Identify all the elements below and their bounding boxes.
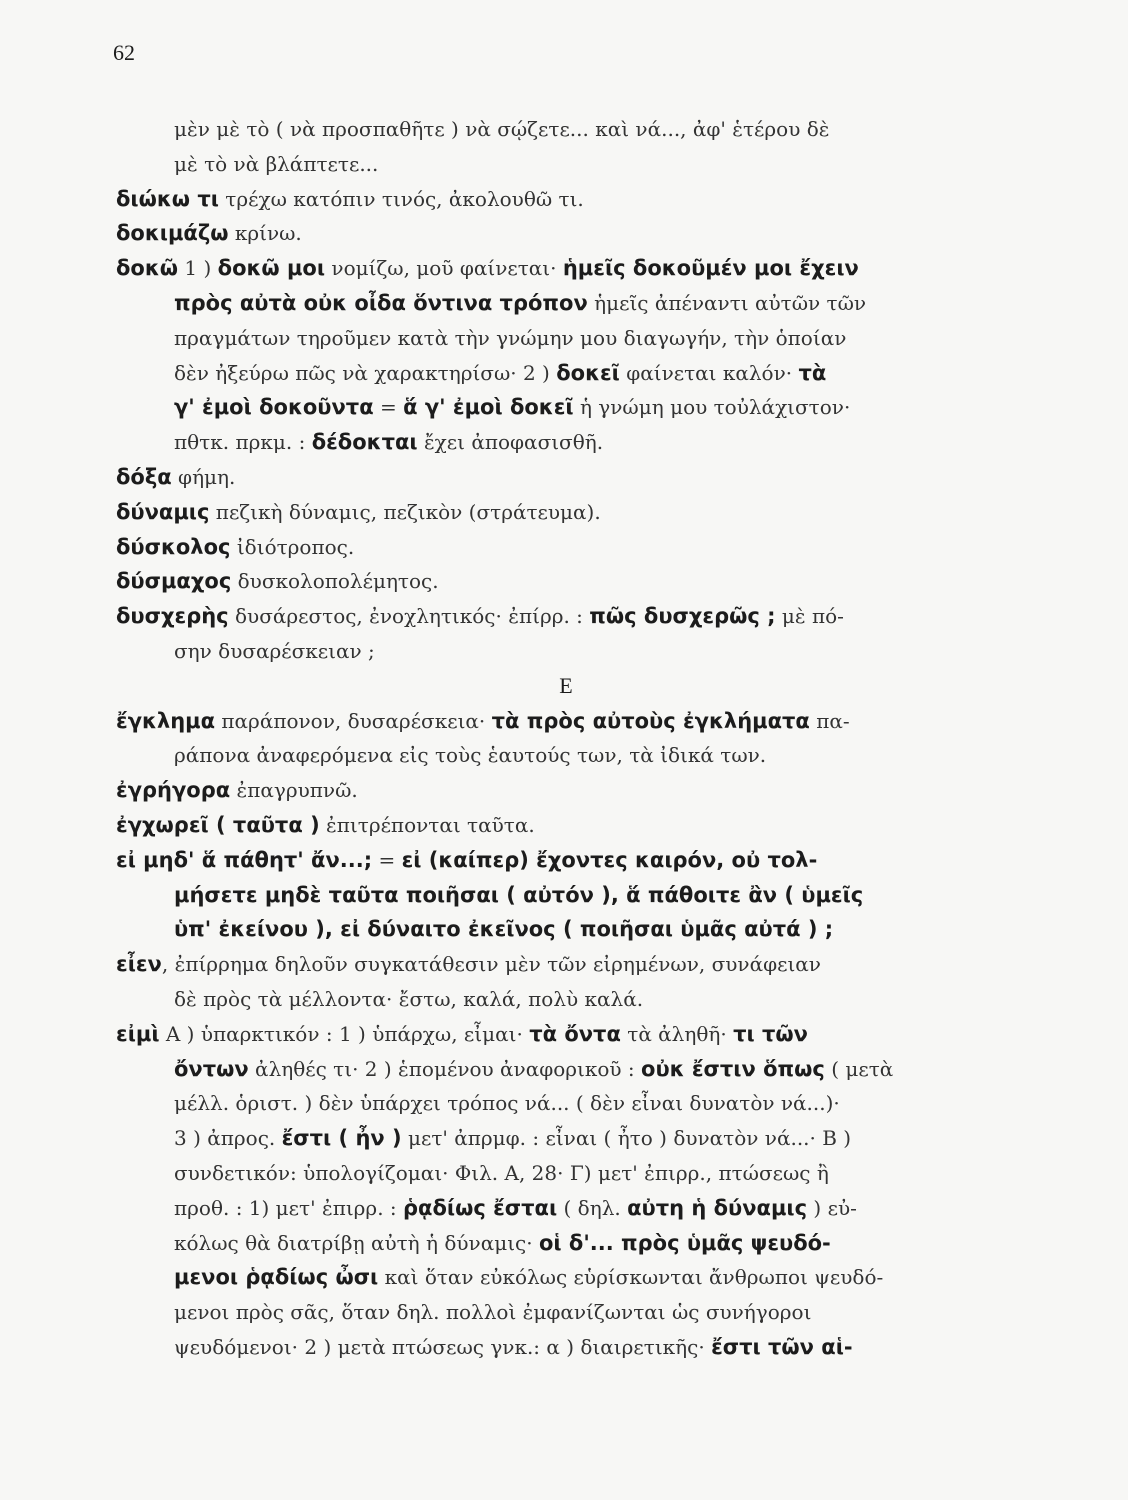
entry-headword-line xyxy=(116,704,996,739)
bold-term: δυσχερὴς xyxy=(116,604,229,629)
entry-continuation-line xyxy=(116,1226,996,1261)
entry-headword-line xyxy=(116,564,996,599)
definition-text: πραγμάτων τηροῦμεν κατὰ τὴν γνώμην μου διαγωγήν, τὴν ὁποίαν xyxy=(174,325,847,350)
bold-term: εἰ μηδ' ἅ πάθητ' ἄν...; xyxy=(116,847,373,872)
bold-term: ἡμεῖς δοκοῦμέν μοι ἔχειν xyxy=(562,256,859,281)
entry-headword-line xyxy=(116,808,996,843)
entry-continuation-line xyxy=(116,1052,996,1087)
bold-term: τὰ xyxy=(798,360,827,385)
bold-term: πρὸς αὐτὰ οὐκ οἶδα ὅντινα τρόπον xyxy=(174,290,588,315)
definition-text: μενοι πρὸς σᾶς, ὅταν δηλ. πολλοὶ ἐμφανίζωνται ὡς συνήγοροι xyxy=(174,1300,812,1325)
definition-text: δυσάρεστος, ἐνοχλητικός· ἐπίρρ. : xyxy=(228,604,590,629)
entry-headword-line xyxy=(116,843,996,878)
bold-term: ὄντων xyxy=(174,1056,249,1081)
entry-continuation-line xyxy=(116,112,996,147)
definition-text: δυσκολοπολέμητος. xyxy=(231,569,439,594)
definition-text: = xyxy=(372,847,402,872)
definition-text: νομίζω, μοῦ φαίνεται· xyxy=(325,256,563,281)
definition-text: ἡμεῖς ἀπέναντι αὐτῶν τῶν xyxy=(587,290,867,315)
section-heading: Ε xyxy=(559,672,573,698)
definition-text: 3 ) ἀπρος. xyxy=(174,1126,282,1151)
definition-text: ἀληθές τι· 2 ) ἑπομένου ἀναφορικοῦ : xyxy=(248,1056,642,1081)
bold-term: ἔστι ( ἦν ) xyxy=(281,1126,402,1151)
definition-text: μὲ πό- xyxy=(775,604,844,629)
definition-text: πα- xyxy=(809,708,850,733)
definition-text: κόλως θὰ διατρίβῃ αὐτὴ ἡ δύναμις· xyxy=(174,1230,539,1255)
definition-text: πεζικὴ δύναμις, πεζικὸν (στράτευμα). xyxy=(209,499,601,524)
bold-term: μενοι ῥᾳδίως ὦσι xyxy=(174,1265,379,1290)
bold-term: δόξα xyxy=(116,464,172,489)
bold-term: δύναμις xyxy=(116,499,210,524)
bold-term: δοκεῖ xyxy=(556,360,620,385)
definition-text: 1 ) xyxy=(178,256,218,281)
bold-term: τι τῶν xyxy=(733,1021,808,1046)
definition-text: Α ) ὑπαρκτικόν : 1 ) ὑπάρχω, εἶμαι· xyxy=(159,1021,530,1046)
bold-term: δύσκολος xyxy=(116,534,231,559)
entry-continuation-line xyxy=(116,147,996,182)
entry-headword-line xyxy=(116,495,996,530)
definition-text: , ἐπίρρημα δηλοῦν συγκατάθεσιν μὲν τῶν εἰρημένων, συνάφειαν xyxy=(161,952,821,977)
definition-text: παράπονον, δυσαρέσκεια· xyxy=(215,708,492,733)
definition-text: ἐπιτρέπονται ταῦτα. xyxy=(319,812,535,837)
bold-term: αὐτη ἡ δύναμις xyxy=(627,1195,808,1220)
definition-text: μὲν μὲ τὸ ( νὰ προσπαθῆτε ) νὰ σῴζετε... καὶ νά..., ἀφ' ἑτέρου δὲ xyxy=(174,117,830,141)
bold-term: τὰ πρὸς αὐτοὺς ἐγκλήματα xyxy=(491,708,810,733)
definition-text: ( μετὰ xyxy=(824,1056,894,1081)
entry-continuation-line xyxy=(116,321,996,356)
entry-continuation-line xyxy=(116,912,996,947)
entry-headword-line xyxy=(116,182,996,217)
bold-term: ἅ γ' ἐμοὶ δοκεῖ xyxy=(403,395,574,420)
definition-text: τρέχω κατόπιν τινός, ἀκολουθῶ τι. xyxy=(218,186,584,211)
bold-term: εἶεν xyxy=(116,952,162,977)
definition-text: μέλλ. ὁριστ. ) δὲν ὑπάρχει τρόπος νά... ( δὲν εἶναι δυνατὸν νά...)· xyxy=(174,1091,840,1116)
entry-headword-line xyxy=(116,947,996,982)
definition-text: μὲ τὸ νὰ βλάπτετε... xyxy=(174,151,379,176)
definition-text: κρίνω. xyxy=(228,221,302,246)
entry-continuation-line xyxy=(116,738,996,773)
entry-continuation-line xyxy=(116,1330,996,1365)
definition-text: ψευδόμενοι· 2 ) μετὰ πτώσεως γνκ.: α ) διαιρετικῆς· xyxy=(174,1334,712,1359)
entry-headword-line xyxy=(116,530,996,565)
definition-text: φαίνεται καλόν· xyxy=(619,360,799,385)
definition-text: ) εὐ- xyxy=(807,1195,857,1220)
entry-continuation-line xyxy=(116,425,996,460)
entry-continuation-line xyxy=(116,390,996,425)
definition-text: ἡ γνώμη μου τοὐλάχιστον· xyxy=(573,395,851,420)
entry-headword-line xyxy=(116,1017,996,1052)
entry-headword-line xyxy=(116,460,996,495)
definition-text: τὰ ἀληθῆ· xyxy=(620,1021,734,1046)
definition-text: ράπονα ἀναφερόμενα εἰς τοὺς ἑαυτούς των, τὰ ἰδικά των. xyxy=(174,743,767,768)
entry-continuation-line xyxy=(116,356,996,391)
bold-term: δοκιμάζω xyxy=(116,221,229,246)
entry-headword-line xyxy=(116,216,996,251)
entry-headword-line xyxy=(116,773,996,808)
definition-text: ἰδιότροπος. xyxy=(230,534,355,559)
entry-continuation-line xyxy=(116,634,996,669)
bold-term: οἱ δ'... πρὸς ὑμᾶς ψευδό- xyxy=(538,1230,831,1255)
definition-text: ( δηλ. xyxy=(557,1195,628,1220)
definition-text: πθτκ. πρκμ. : xyxy=(174,430,312,455)
definition-text: προθ. : 1) μετ' ἐπιρρ. : xyxy=(174,1195,404,1220)
bold-term: διώκω τι xyxy=(116,186,219,211)
bold-term: ῥᾳδίως ἔσται xyxy=(403,1195,558,1220)
bold-term: πῶς δυσχερῶς ; xyxy=(589,604,776,629)
definition-text: καὶ ὅταν εὐκόλως εὑρίσκωνται ἄνθρωποι ψευδό- xyxy=(378,1265,884,1290)
bold-term: ἐγχωρεῖ ( ταῦτα ) xyxy=(116,812,320,837)
dictionary-text xyxy=(116,112,996,1365)
bold-term: εἰ (καίπερ) ἔχοντες καιρόν, οὐ τολ- xyxy=(401,847,818,872)
entry-continuation-line xyxy=(116,878,996,913)
entry-continuation-line xyxy=(116,1191,996,1226)
bold-term: δοκῶ μοι xyxy=(217,256,326,281)
bold-term: εἰμὶ xyxy=(116,1021,160,1046)
bold-term: δέδοκται xyxy=(311,430,418,455)
bold-term: ἔστι τῶν αἱ- xyxy=(711,1334,853,1359)
bold-term: μήσετε μηδὲ ταῦτα ποιῆσαι ( αὐτόν ), ἅ πάθοιτε ἂν ( ὑμεῖς xyxy=(174,882,864,907)
page-number: 62 xyxy=(113,40,135,65)
bold-term: ὑπ' ἐκείνου ), εἰ δύναιτο ἐκεῖνος ( ποιῆσαι ὑμᾶς αὐτά ) ; xyxy=(174,917,834,942)
definition-text: φήμη. xyxy=(171,464,236,489)
entry-headword-line xyxy=(116,251,996,286)
bold-term: τὰ ὄντα xyxy=(529,1021,621,1046)
definition-text: ἐπαγρυπνῶ. xyxy=(230,778,358,803)
bold-term: ἐγρήγορα xyxy=(116,778,231,803)
entry-continuation-line xyxy=(116,1260,996,1295)
definition-text: δὲν ἠξεύρω πῶς νὰ χαρακτηρίσω· 2 ) xyxy=(174,360,557,385)
entry-continuation-line xyxy=(116,1086,996,1121)
entry-continuation-line xyxy=(116,286,996,321)
definition-text: ἔχει ἀποφασισθῆ. xyxy=(417,430,604,455)
entry-headword-line xyxy=(116,599,996,634)
entry-continuation-line xyxy=(116,1121,996,1156)
bold-term: γ' ἐμοὶ δοκοῦντα xyxy=(174,395,374,420)
entry-continuation-line xyxy=(116,1156,996,1191)
bold-term: δύσμαχος xyxy=(116,569,232,594)
definition-text: συνδετικόν: ὑπολογίζομαι· Φιλ. Α, 28· Γ) μετ' ἐπιρρ., πτώσεως ἢ xyxy=(174,1160,829,1185)
bold-term: οὐκ ἔστιν ὅπως xyxy=(641,1056,825,1081)
definition-text: δὲ πρὸς τὰ μέλλοντα· ἔστω, καλά, πολὺ καλά. xyxy=(174,986,644,1011)
entry-continuation-line xyxy=(116,982,996,1017)
entry-continuation-line xyxy=(116,1295,996,1330)
bold-term: δοκῶ xyxy=(116,256,179,281)
definition-text: σην δυσαρέσκειαν ; xyxy=(174,638,375,663)
definition-text: μετ' ἀπρμφ. : εἶναι ( ἦτο ) δυνατὸν νά...· Β ) xyxy=(401,1126,852,1151)
bold-term: ἔγκλημα xyxy=(116,708,216,733)
definition-text: = xyxy=(373,395,404,420)
